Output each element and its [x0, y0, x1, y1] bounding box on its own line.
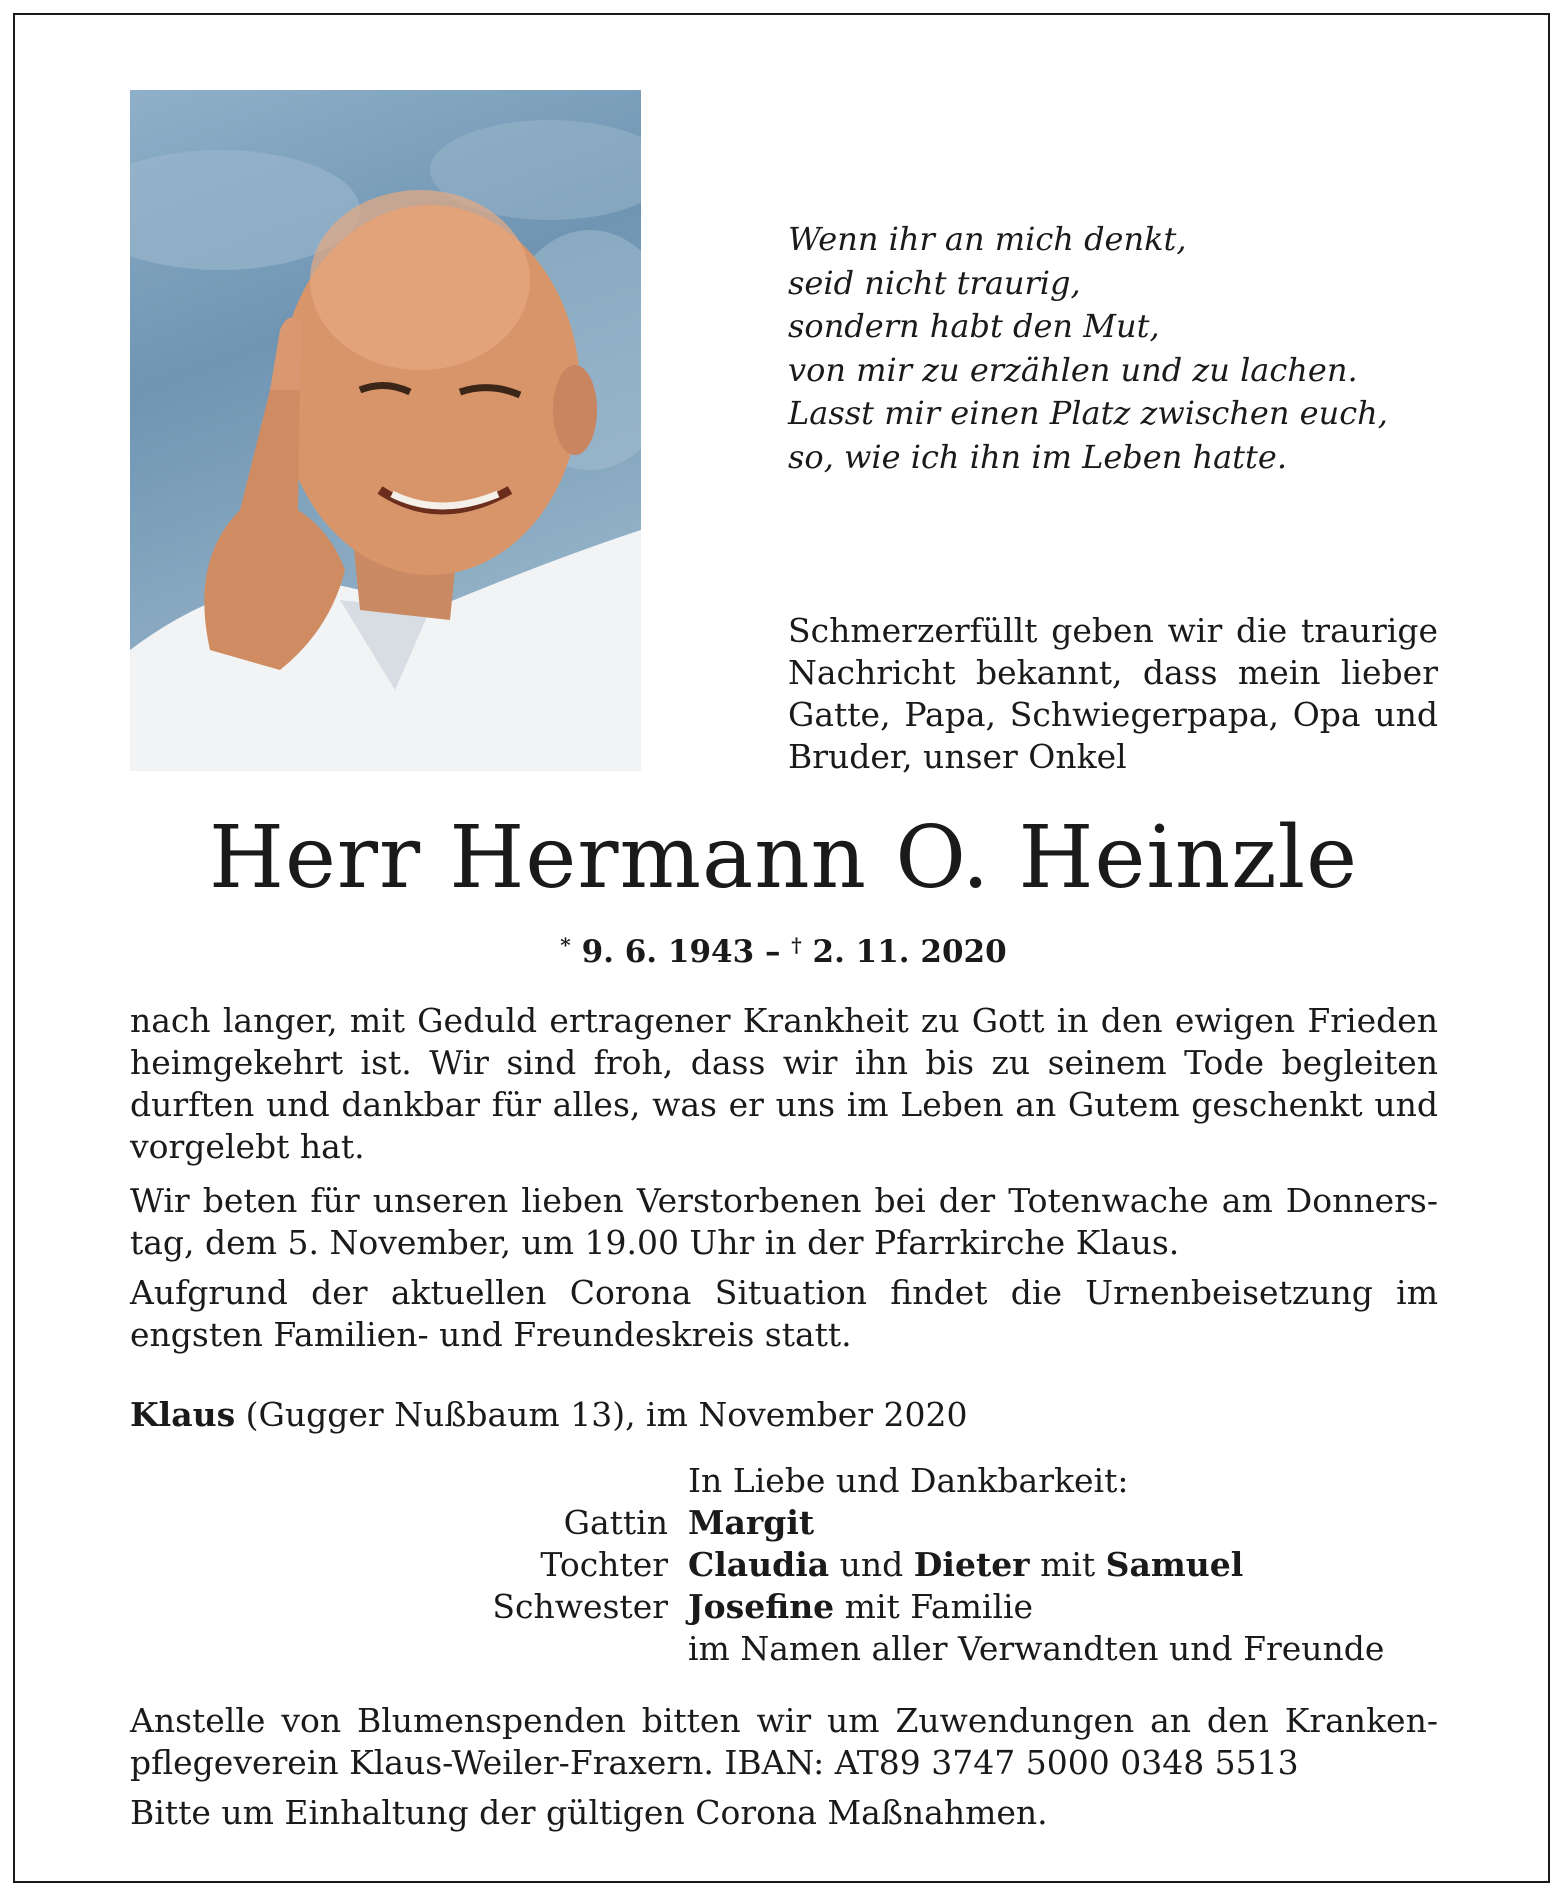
family-names [688, 1502, 1438, 1544]
paragraph-line: durften und dankbar für alles, was er uns im Leben an Gutem geschenkt und [130, 1085, 1438, 1124]
paragraph-passing [130, 1000, 1438, 1168]
place-rest: (Gugger Nußbaum 13), im November 2020 [235, 1395, 968, 1434]
family-names [688, 1544, 1438, 1586]
donation-line: pflegeverein Klaus-Weiler-Fraxern. IBAN: AT89 3747 5000 0348 5513 [130, 1743, 1299, 1782]
life-dates [0, 925, 1567, 972]
poem-line: sondern habt den Mut, [788, 307, 1160, 345]
family-signatures [130, 1460, 1438, 1670]
family-relation: Tochter [540, 1545, 668, 1584]
paragraph-wake [130, 1180, 1438, 1264]
family-connector: mit [1029, 1545, 1106, 1584]
family-member-name: Claudia [688, 1545, 830, 1584]
poem-line: so, wie ich ihn im Leben hatte. [788, 437, 1287, 476]
poem-line: Lasst mir einen Platz zwischen euch, [788, 394, 1388, 432]
family-row [130, 1586, 1438, 1628]
portrait-photo [130, 90, 641, 771]
family-heading: In Liebe und Dankbarkeit: [688, 1461, 1129, 1500]
portrait-illustration [130, 90, 641, 771]
poem-line: Wenn ihr an mich denkt, [788, 220, 1187, 258]
family-names [688, 1628, 1438, 1670]
family-row [130, 1502, 1438, 1544]
place-date-line [130, 1394, 1438, 1436]
paragraph-line: tag, dem 5. November, um 19.00 Uhr in der Pfarrkirche Klaus. [130, 1223, 1180, 1262]
donation-line: Anstelle von Blumenspenden bitten wir um Zuwendungen an den Kranken- [130, 1701, 1438, 1740]
place-town: Klaus [130, 1395, 236, 1434]
family-member-name: Josefine [688, 1587, 835, 1626]
birth-date: 9. 6. 1943 [581, 934, 755, 970]
death-date: 2. 11. 2020 [812, 934, 1007, 970]
family-member-name: Samuel [1105, 1545, 1244, 1584]
death-symbol: † [791, 933, 802, 957]
family-connector: im Namen aller Verwandten und Freunde [688, 1629, 1385, 1668]
paragraph-line: nach langer, mit Geduld ertragener Krankheit zu Gott in den ewigen Frieden [130, 1001, 1438, 1040]
birth-symbol: * [560, 933, 571, 957]
paragraph-line: vorgelebt hat. [130, 1127, 365, 1166]
intro-line: Nachricht bekannt, dass mein lieber [788, 653, 1438, 692]
deceased-name: Herr Hermann O. Heinzle [208, 808, 1359, 908]
intro-line: Gatte, Papa, Schwiegerpapa, Opa und [788, 695, 1438, 734]
family-member-name: Margit [688, 1503, 815, 1542]
intro-line: Bruder, unser Onkel [788, 737, 1127, 776]
date-separator: – [764, 934, 781, 970]
closing-note [130, 1792, 1438, 1834]
announcement-intro [788, 610, 1438, 778]
family-heading-row [130, 1460, 1438, 1502]
family-row [130, 1628, 1438, 1670]
donation-note [130, 1700, 1438, 1784]
paragraph-line: Wir beten für unseren lieben Verstorbenen bei der Totenwache am Donners- [130, 1181, 1438, 1220]
family-connector: mit Familie [834, 1587, 1034, 1626]
paragraph-line: heimgekehrt ist. Wir sind froh, dass wir ihn bis zu seinem Tode begleiten [130, 1043, 1438, 1082]
closing-line: Bitte um Einhaltung der gültigen Corona Maßnahmen. [130, 1793, 1048, 1832]
family-row [130, 1544, 1438, 1586]
family-names [688, 1586, 1438, 1628]
family-relation: Gattin [563, 1503, 668, 1542]
paragraph-line: engsten Familien- und Freundeskreis statt. [130, 1315, 852, 1354]
family-relation: Schwester [492, 1587, 668, 1626]
poem-line: von mir zu erzählen und zu lachen. [788, 350, 1358, 389]
poem-line: seid nicht traurig, [788, 263, 1081, 302]
family-connector: und [829, 1545, 914, 1584]
intro-line: Schmerzerfüllt geben wir die traurige [788, 611, 1438, 650]
family-member-name: Dieter [913, 1545, 1030, 1584]
memorial-poem [788, 218, 1488, 479]
paragraph-burial [130, 1272, 1438, 1356]
paragraph-line: Aufgrund der aktuellen Corona Situation findet die Urnenbeisetzung im [130, 1273, 1438, 1312]
family-relation [130, 1628, 688, 1670]
